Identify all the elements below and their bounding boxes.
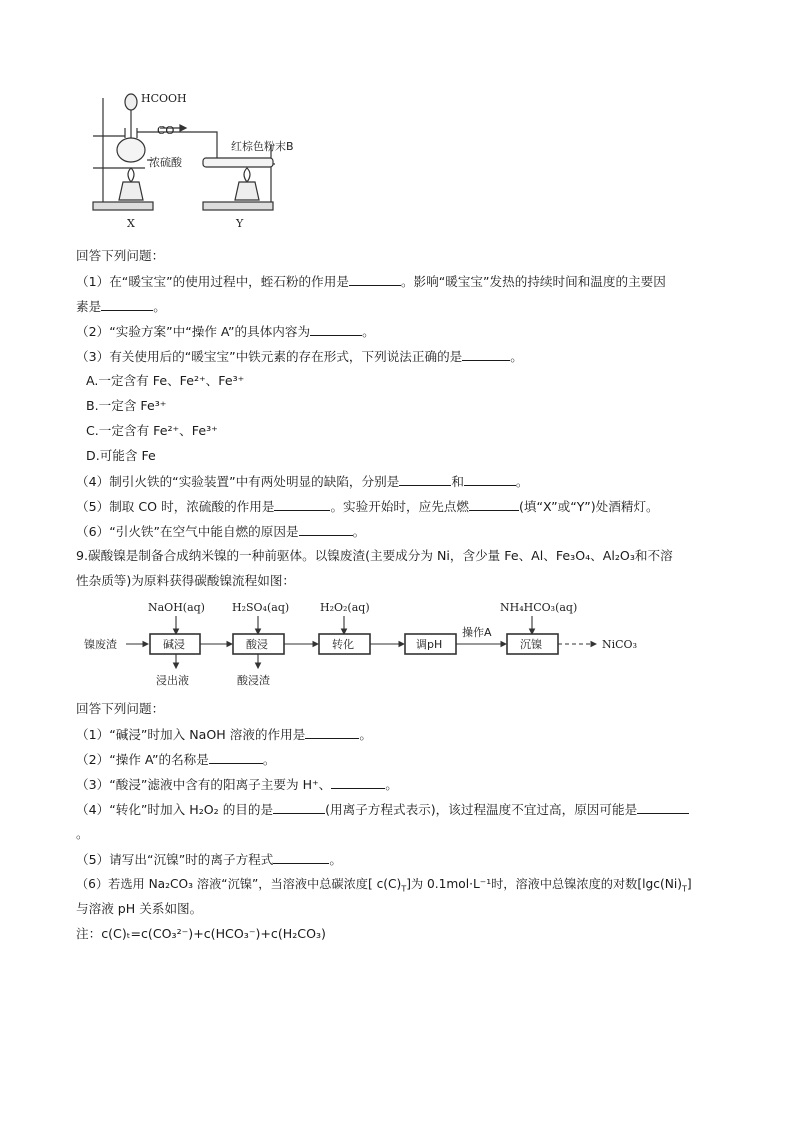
answer-blank[interactable] xyxy=(274,497,330,511)
option-a: A.一定含有 Fe、Fe²⁺、Fe³⁺ xyxy=(86,373,245,388)
reagent-h2o2: H₂O₂(aq) xyxy=(320,601,370,614)
q8-p5-text3: (填“X”或“Y”)处酒精灯。 xyxy=(518,499,659,514)
answer-blank[interactable] xyxy=(101,297,153,311)
q9-p3-text2: 。 xyxy=(385,777,398,792)
answer-blank[interactable] xyxy=(273,800,325,814)
q8-p3 xyxy=(76,347,523,366)
q9-p4-text2: (用离子方程式表示)，该过程温度不宜过高，原因可能是 xyxy=(325,802,638,817)
flow-start: 镍废渣 xyxy=(84,638,117,651)
q9-intro: 回答下列问题： xyxy=(76,701,165,716)
flow-chart xyxy=(80,596,680,692)
hcooh-label: HCOOH xyxy=(141,92,187,105)
q9-p5-text2: 。 xyxy=(329,852,342,867)
q9-p1-text2: 。 xyxy=(359,727,372,742)
answer-blank[interactable] xyxy=(299,522,353,536)
answer-blank[interactable] xyxy=(399,472,451,486)
answer-blank[interactable] xyxy=(273,850,329,864)
q8-p1-text2: 。影响“暖宝宝”发热的持续时间和温度的主要因 xyxy=(400,274,666,289)
q9-p5 xyxy=(76,850,342,869)
q8-p4-text3: 。 xyxy=(515,474,529,489)
q8-p1-text: （1）在“暖宝宝”的使用过程中，蛭石粉的作用是 xyxy=(76,274,349,289)
q9-p2 xyxy=(76,750,275,769)
q9-note: 注：c(C)ₜ=c(CO₃²⁻)+c(HCO₃⁻)+c(H₂CO₃) xyxy=(76,926,326,941)
acid-label: 浓硫酸 xyxy=(149,156,182,169)
q8-p3-text: （3）有关使用后的“暖宝宝”中铁元素的存在形式，下列说法正确的是 xyxy=(76,349,463,364)
q9-stem-line2: 性杂质等)为原料获得碳酸镍流程如图： xyxy=(76,573,296,588)
q9-p3 xyxy=(76,775,398,794)
flow-step-ph: 调pH xyxy=(416,638,443,651)
q9-p2-text2: 。 xyxy=(262,752,276,767)
q8-p1 xyxy=(76,272,666,291)
q8-intro: 回答下列问题： xyxy=(76,248,165,263)
q8-p5-text: （5）制取 CO 时，浓硫酸的作用是 xyxy=(76,499,275,514)
reagent-naoh: NaOH(aq) xyxy=(148,601,205,614)
q9-p6-sub2: T xyxy=(681,884,687,894)
q8-p2-text2: 。 xyxy=(362,324,375,339)
operation-a-label: 操作A xyxy=(462,626,492,639)
output-acid-residue: 酸浸渣 xyxy=(237,674,270,687)
flow-step-alkali: 碱浸 xyxy=(163,638,185,651)
answer-blank[interactable] xyxy=(462,347,510,361)
answer-blank[interactable] xyxy=(637,800,689,814)
q8-p4-text: （4）制引火铁的“实验装置”中有两处明显的缺陷，分别是 xyxy=(76,474,400,489)
q8-p1-cont xyxy=(76,297,166,316)
q8-p6 xyxy=(76,522,365,541)
answer-blank[interactable] xyxy=(331,775,385,789)
answer-blank[interactable] xyxy=(464,472,516,486)
q9-p1-text: （1）“碱浸”时加入 NaOH 溶液的作用是 xyxy=(76,727,306,742)
q9-p3-text: （3）“酸浸”滤液中含有的阳离子主要为 H⁺、 xyxy=(76,777,332,792)
q9-p2-text: （2）“操作 A”的名称是 xyxy=(76,752,209,767)
q9-p5-text: （5）请写出“沉镍”时的离子方程式 xyxy=(76,852,274,867)
q8-p4-text2: 和 xyxy=(451,474,464,489)
q8-p6-text: （6）“引火铁”在空气中能自燃的原因是 xyxy=(76,524,299,539)
q9-p4 xyxy=(76,800,689,819)
answer-blank[interactable] xyxy=(209,750,263,764)
answer-blank[interactable] xyxy=(469,497,519,511)
q9-p6-text2: ]为 0.1mol·L⁻¹时，溶液中总镍浓度的对数[lgc(Ni) xyxy=(406,877,682,891)
option-d: D.可能含 Fe xyxy=(86,448,156,463)
reagent-h2so4: H₂SO₄(aq) xyxy=(232,601,290,614)
q9-p6-text3: ] xyxy=(686,877,692,891)
answer-blank[interactable] xyxy=(305,725,359,739)
flow-end: NiCO₃ xyxy=(602,638,637,651)
q8-p5 xyxy=(76,497,659,516)
reagent-nh4hco3: NH₄HCO₃(aq) xyxy=(500,601,578,614)
q9-p6 xyxy=(76,875,692,898)
option-c: C.一定含有 Fe²⁺、Fe³⁺ xyxy=(86,423,218,438)
powder-label: 红棕色粉末B xyxy=(231,140,294,153)
q9-p6-cont: 与溶液 pH 关系如图。 xyxy=(76,901,203,916)
q9-p6-sub1: T xyxy=(401,884,407,894)
q8-p1-text4: 。 xyxy=(153,299,166,314)
q8-p5-text2: 。实验开始时，应先点燃 xyxy=(330,499,469,514)
q8-p4 xyxy=(76,472,529,491)
q8-p6-text2: 。 xyxy=(352,524,366,539)
answer-blank[interactable] xyxy=(349,272,401,286)
answer-blank[interactable] xyxy=(310,322,362,336)
q8-p3-text2: 。 xyxy=(510,349,523,364)
q9-stem-line1: 9.碳酸镍是制备合成纳米镍的一种前驱体。以镍废渣(主要成分为 Ni，含少量 Fe、Al、Fe₃O₄、Al₂O₃和不溶 xyxy=(76,548,673,563)
q8-p2 xyxy=(76,322,375,341)
q9-p4-text: （4）“转化”时加入 H₂O₂ 的目的是 xyxy=(76,802,274,817)
apparatus-figure xyxy=(85,88,315,233)
option-b: B.一定含 Fe³⁺ xyxy=(86,398,167,413)
flow-step-ni: 沉镍 xyxy=(520,638,542,651)
q9-p1 xyxy=(76,725,372,744)
x-label: X xyxy=(127,217,135,230)
q9-p4-cont: 。 xyxy=(76,826,89,841)
co-label: CO xyxy=(157,124,175,137)
output-leachate: 浸出液 xyxy=(156,674,189,687)
flow-step-acid: 酸浸 xyxy=(246,638,268,651)
q9-p6-text: （6）若选用 Na₂CO₃ 溶液“沉镍”，当溶液中总碳浓度[ c(C) xyxy=(76,877,402,891)
flow-step-convert: 转化 xyxy=(332,638,354,651)
y-label: Y xyxy=(236,217,244,230)
q8-p2-text: （2）“实验方案”中“操作 A”的具体内容为 xyxy=(76,324,311,339)
q8-p1-text3: 素是 xyxy=(76,299,102,314)
